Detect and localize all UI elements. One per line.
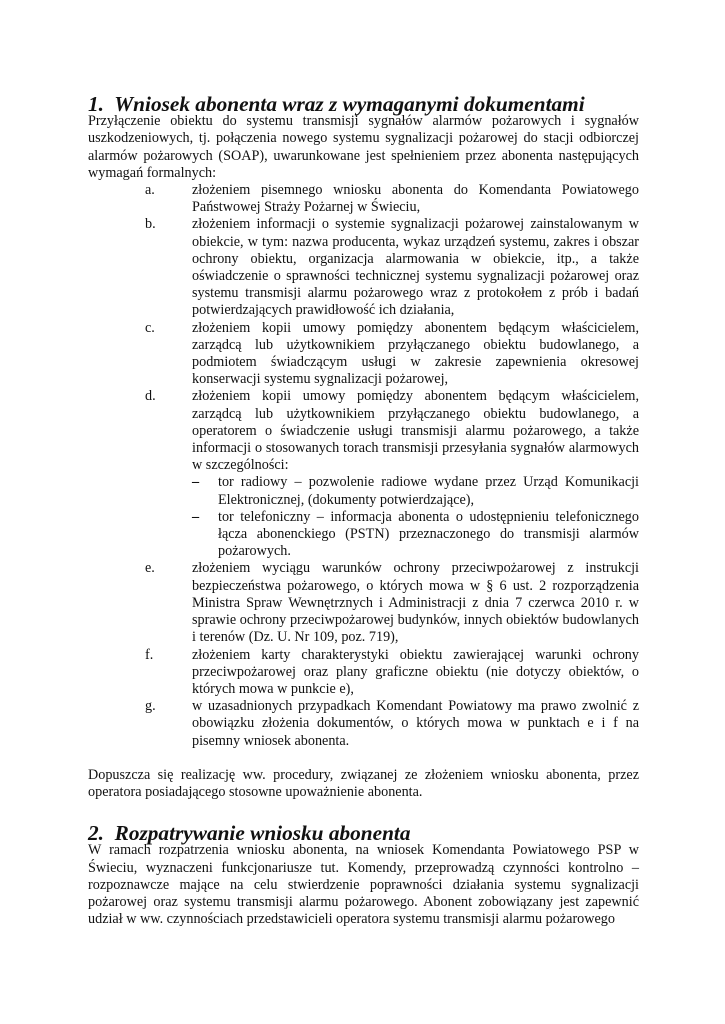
spacer — [88, 750, 639, 767]
section-2-number: 2. — [88, 821, 104, 846]
list-item-text: złożeniem wyciągu warunków ochrony przeciwpożarowej z instrukcji bezpieczeństwa pożarowego, o których mowa w § 6 ust. 2 rozporządzenia Ministra Spraw Wewnętrznych i Administracji z dnia 7 czerwca 2010 r. w sprawie ochrony przeciwpożarowej budynków, innych obiektów budowlanych i terenów (Dz. U. Nr 109, poz. 719), — [192, 560, 639, 646]
list-item-text: złożeniem kopii umowy pomiędzy abonentem będącym właścicielem, zarządcą lub użytkownikiem przyłączanego obiektu budowlanego, a podmiotem świadczącym usługi w zakresie zapewnienia okresowej konserwacji systemu sygnalizacji pożarowej, — [192, 319, 639, 388]
section-1-intro: Przyłączenie obiektu do systemu transmisji sygnałów alarmów pożarowych i sygnałów uszkodzeniowych, tj. połączenia nowego systemu sygnalizacji pożarowej do stacji odbiorczej alarmów pożarowych (SOAP), uwarunkowane jest spełnieniem przez abonenta następujących wymagań formalnych: — [88, 113, 639, 181]
list-item-letter: a. — [145, 182, 155, 199]
list-item — [88, 647, 639, 699]
section-2-title: Rozpatrywanie wniosku abonenta — [114, 821, 411, 846]
dash-bullet: – — [192, 508, 200, 525]
list-item-body — [192, 388, 639, 560]
list-item — [88, 560, 639, 646]
list-item — [88, 182, 639, 216]
list-item-text: złożeniem kopii umowy pomiędzy abonentem będącym właścicielem, zarządcą lub użytkownikiem przyłączanego obiektu budowlanego, a operatorem o świadczenie usługi transmisji alarmu pożarowego, a także informacji o stosowanych torach transmisji przesyłania sygnałów alarmowych w szczególności: — [192, 388, 639, 474]
list-item-letter: f. — [145, 646, 154, 663]
list-item-text: w uzasadnionych przypadkach Komendant Powiatowy ma prawo zwolnić z obowiązku złożenia dokumentów, o których mowa w punktach e i f na pisemny wniosek abonenta. — [192, 698, 639, 749]
list-item — [88, 388, 639, 560]
section-2-heading — [88, 821, 639, 846]
list-item — [88, 216, 639, 319]
sub-list-item-text: tor radiowy – pozwolenie radiowe wydane przez Urząd Komunikacji Elektronicznej, (dokumenty potwierdzające), — [218, 474, 639, 508]
list-item-letter: b. — [145, 216, 156, 233]
list-item-letter: d. — [145, 388, 156, 405]
section-1-title: Wniosek abonenta wraz z wymaganymi dokumentami — [114, 92, 585, 116]
list-item-text: złożeniem informacji o systemie sygnalizacji pożarowej zainstalowanym w obiekcie, w tym: nazwa producenta, wykaz urządzeń systemu, zakres i obszar ochrony obiektu, organizacja alarmowania w obiekcie, itp., a także oświadczenie o sprawności technicznej systemu sygnalizacji pożarowej oraz systemu transmisji alarmu pożarowego wraz z protokołem z prób i badań potwierdzających prawidłowość ich działania, — [192, 216, 639, 319]
section-2-text: W ramach rozpatrzenia wniosku abonenta, na wniosek Komendanta Powiatowego PSP w Świeciu, wyznaczeni funkcjonariusze tut. Komendy, przeprowadzą czynności kontrolno – rozpoznawcze mające na celu stwierdzenie poprawności działania systemu sygnalizacji pożarowej oraz systemu transmisji alarmu pożarowego. Abonent zobowiązany jest zapewnić udział w ww. czynnościach przedstawicieli operatora systemu transmisji alarmu pożarowego — [88, 842, 639, 928]
section-1-closing: Dopuszcza się realizację ww. procedury, związanej ze złożeniem wniosku abonenta, przez operatora posiadającego stosowne upoważnienie abonenta. — [88, 766, 639, 800]
list-item-letter: g. — [145, 698, 156, 715]
list-item-letter: e. — [145, 560, 155, 577]
list-item-text: złożeniem pisemnego wniosku abonenta do Komendanta Powiatowego Państwowej Straży Pożarnej w Świeciu, — [192, 182, 639, 216]
list-item-text: złożeniem karty charakterystyki obiektu zawierającej warunki ochrony przeciwpożarowej oraz plany graficzne obiektu (nie dotyczy obiektów, o których mowa w punkcie e), — [192, 646, 639, 697]
requirements-list — [88, 182, 639, 750]
list-item — [88, 698, 639, 750]
list-item-letter: c. — [145, 319, 155, 336]
sub-list-item-text: tor telefoniczny – informacja abonenta o udostępnieniu telefonicznego łącza abonenckiego (PSTN) przeznaczonego do transmisji alarmów pożarowych. — [218, 508, 639, 560]
sub-list-item — [192, 509, 639, 561]
transmission-paths-list — [192, 474, 639, 560]
dash-bullet: – — [192, 474, 200, 491]
section-1-heading — [88, 92, 639, 116]
section-1-number: 1. — [88, 92, 104, 116]
sub-list-item — [192, 474, 639, 508]
list-item — [88, 320, 639, 389]
